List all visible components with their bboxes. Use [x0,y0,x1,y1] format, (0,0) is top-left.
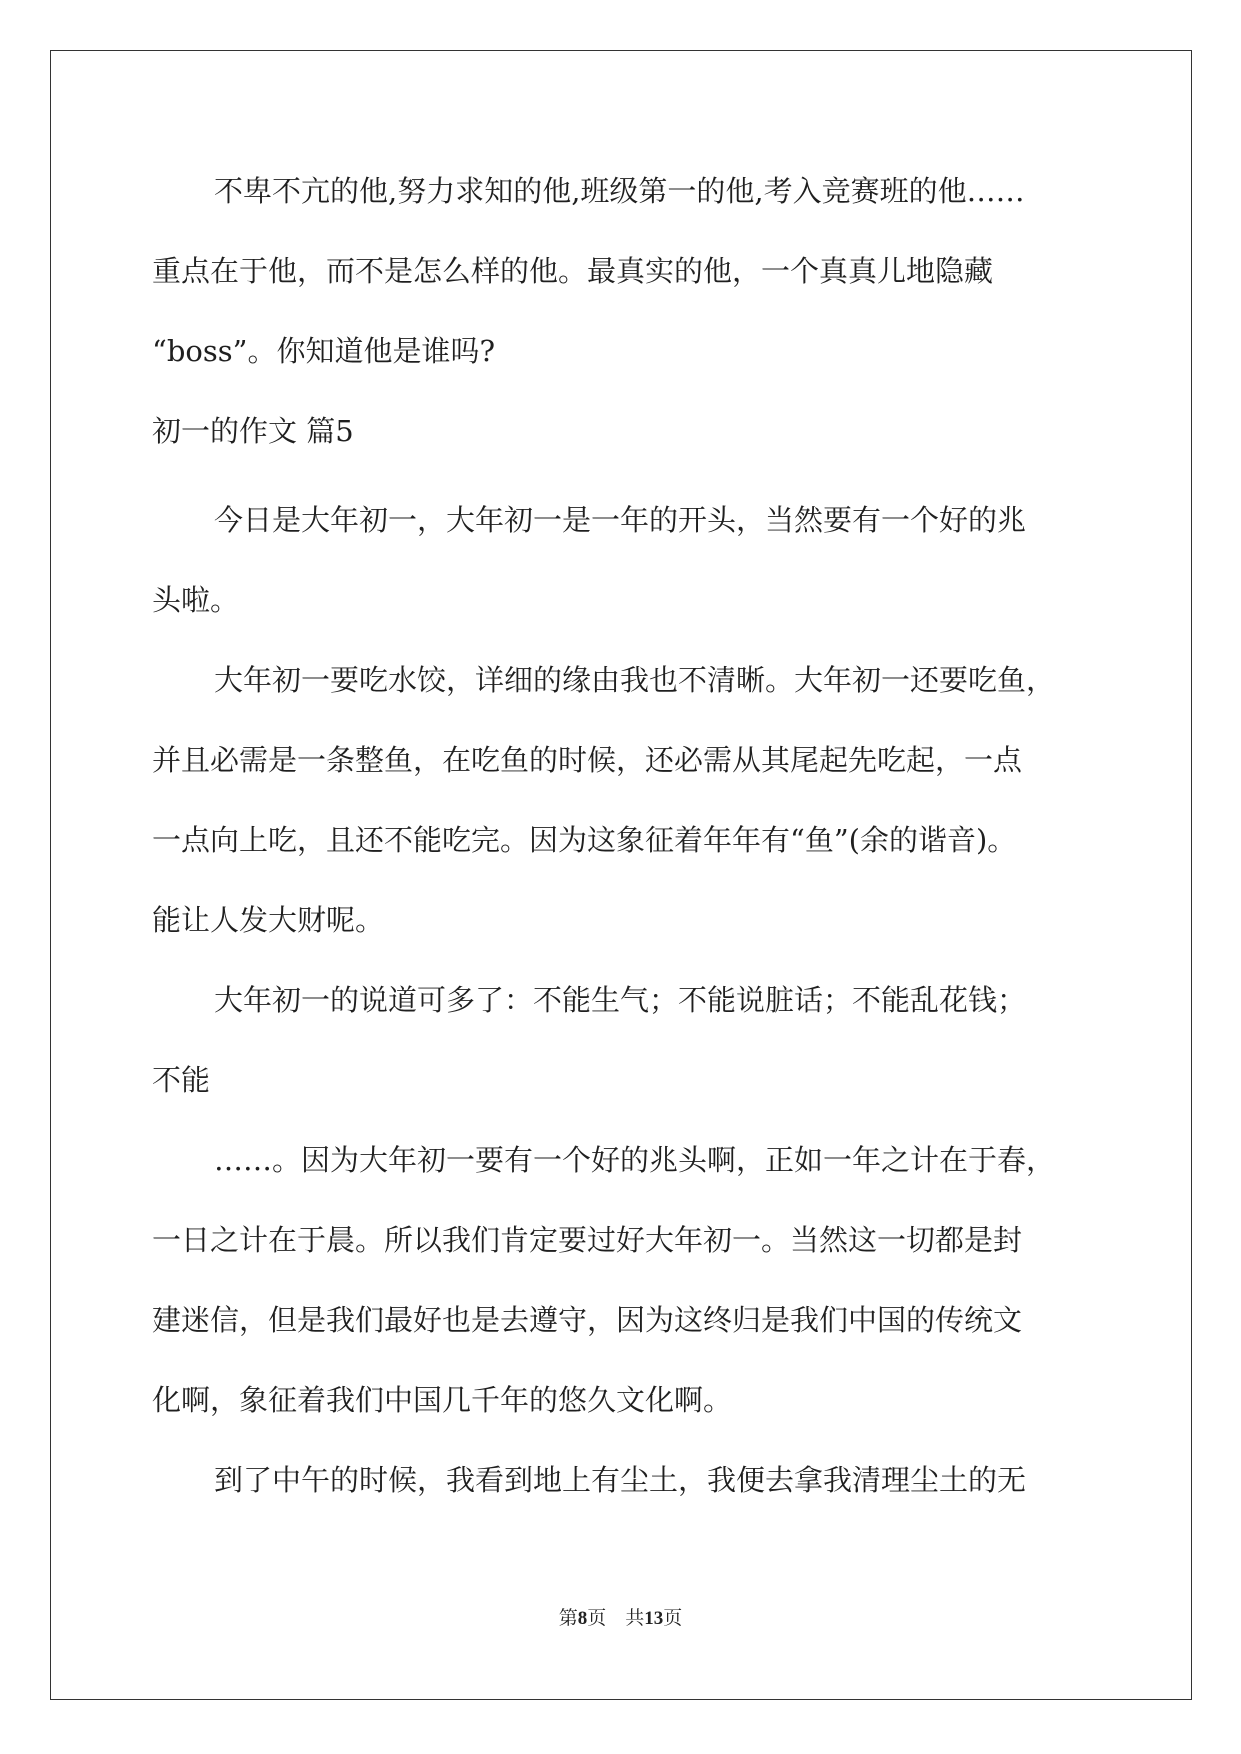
page-number: 8 [577,1608,588,1629]
text-line: 能让人发大财呢。 [152,903,385,937]
footer-total-prefix: 共 [625,1608,645,1629]
footer-prefix: 第 [558,1608,578,1629]
total-pages: 13 [644,1608,664,1629]
footer-page-suffix: 页 [587,1608,607,1629]
text-line: ……。因为大年初一要有一个好的兆头啊，正如一年之计在于春， [214,1143,1056,1177]
text-line: 大年初一要吃水饺，详细的缘由我也不清晰。大年初一还要吃鱼， [214,663,1056,697]
text-line: 今日是大年初一，大年初一是一年的开头，当然要有一个好的兆 [214,503,1027,537]
text-line: 并且必需是一条整鱼，在吃鱼的时候，还必需从其尾起先吃起，一点 [152,743,1023,777]
text-line: “boss”。你知道他是谁吗? [152,334,495,368]
page-footer [0,1603,1241,1630]
text-line: 一日之计在于晨。所以我们肯定要过好大年初一。当然这一切都是封 [152,1223,1023,1257]
text-line: 一点向上吃，且还不能吃完。因为这象征着年年有“鱼”(余的谐音)。 [152,823,1017,857]
text-line: 化啊，象征着我们中国几千年的悠久文化啊。 [152,1383,733,1417]
text-line: 大年初一的说道可多了：不能生气；不能说脏话；不能乱花钱； [214,983,1027,1017]
footer-total-suffix: 页 [663,1608,683,1629]
text-line: 不卑不亢的他,努力求知的他,班级第一的他,考入竞赛班的他…… [214,174,1025,208]
text-line: 不能 [152,1063,211,1097]
page-border [50,50,1192,1700]
text-line: 头啦。 [152,583,240,617]
text-line: 建迷信，但是我们最好也是去遵守，因为这终归是我们中国的传统文 [152,1303,1023,1337]
text-line: 重点在于他，而不是怎么样的他。最真实的他，一个真真儿地隐藏 [152,254,994,288]
section-heading: 初一的作文 篇5 [152,414,354,448]
text-line: 到了中午的时候，我看到地上有尘土，我便去拿我清理尘土的无 [214,1463,1027,1497]
